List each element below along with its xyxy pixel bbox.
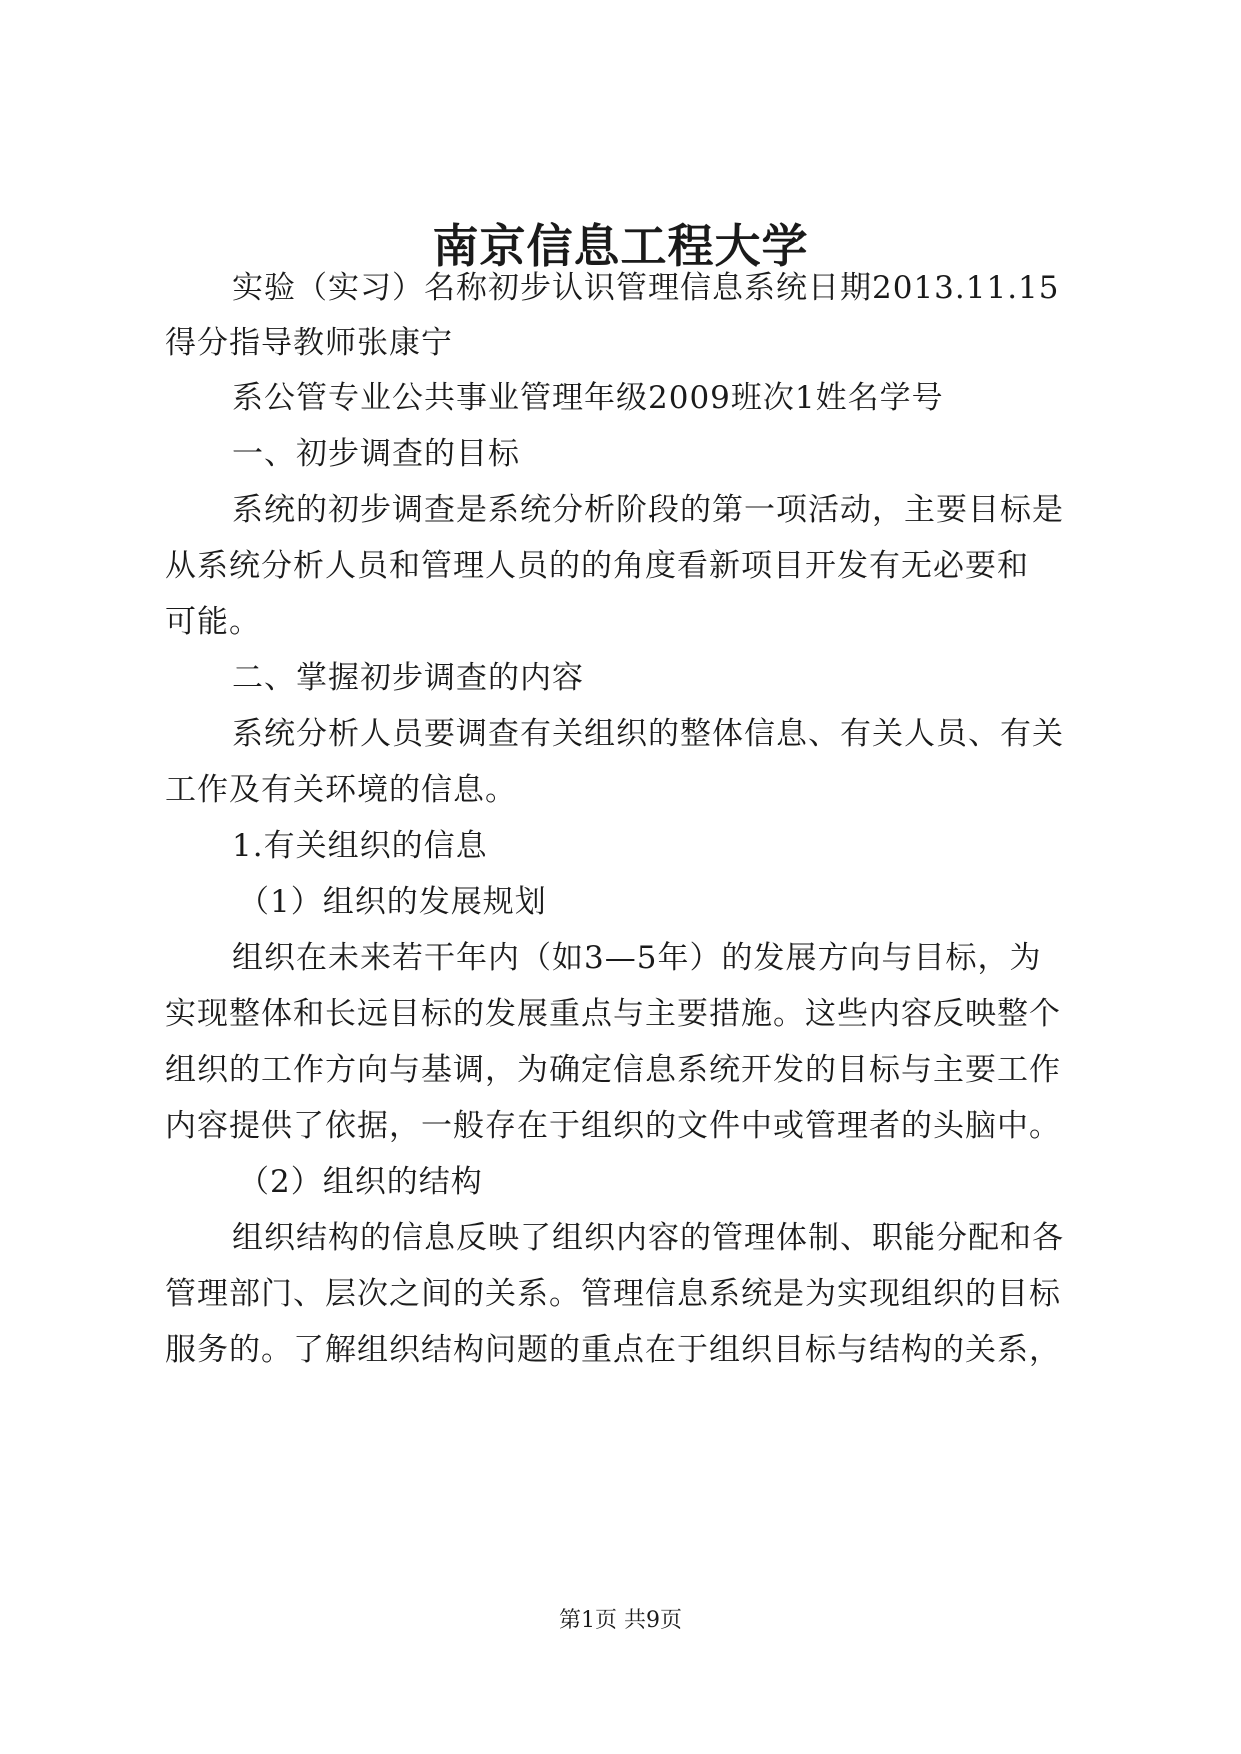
text-line: 系公管专业公共事业管理年级2009班次1姓名学号 [232,380,944,416]
subsection-heading: 1.有关组织的信息 [232,828,488,864]
text-line: 工作及有关环境的信息。 [165,772,517,808]
text-line: 实验（实习）名称初步认识管理信息系统日期2013.11.15 [232,270,1060,306]
text-line: 组织在未来若干年内（如3—5年）的发展方向与目标，为 [232,940,1042,976]
text-line: 实现整体和长远目标的发展重点与主要措施。这些内容反映整个 [165,996,1061,1032]
text-line: 组织的工作方向与基调，为确定信息系统开发的目标与主要工作 [165,1052,1061,1088]
document-title: 南京信息工程大学 [432,219,809,273]
text-line: 系统的初步调查是系统分析阶段的第一项活动，主要目标是 [232,492,1064,528]
text-line: 服务的。了解组织结构问题的重点在于组织目标与结构的关系， [165,1332,1061,1368]
section-heading: 二、掌握初步调查的内容 [232,660,584,696]
section-heading: 一、初步调查的目标 [232,436,520,472]
subsection-heading: （1）组织的发展规划 [238,884,547,920]
page-footer: 第1页 共9页 [559,1608,682,1633]
text-line: 内容提供了依据，一般存在于组织的文件中或管理者的头脑中。 [165,1108,1061,1144]
text-line: 系统分析人员要调查有关组织的整体信息、有关人员、有关 [232,716,1064,752]
text-line: 得分指导教师张康宁 [165,325,453,361]
text-line: 从系统分析人员和管理人员的的角度看新项目开发有无必要和 [165,548,1029,584]
subsection-heading: （2）组织的结构 [238,1164,483,1200]
text-line: 组织结构的信息反映了组织内容的管理体制、职能分配和各 [232,1220,1064,1256]
text-line: 可能。 [165,604,261,640]
text-line: 管理部门、层次之间的关系。管理信息系统是为实现组织的目标 [165,1276,1061,1312]
